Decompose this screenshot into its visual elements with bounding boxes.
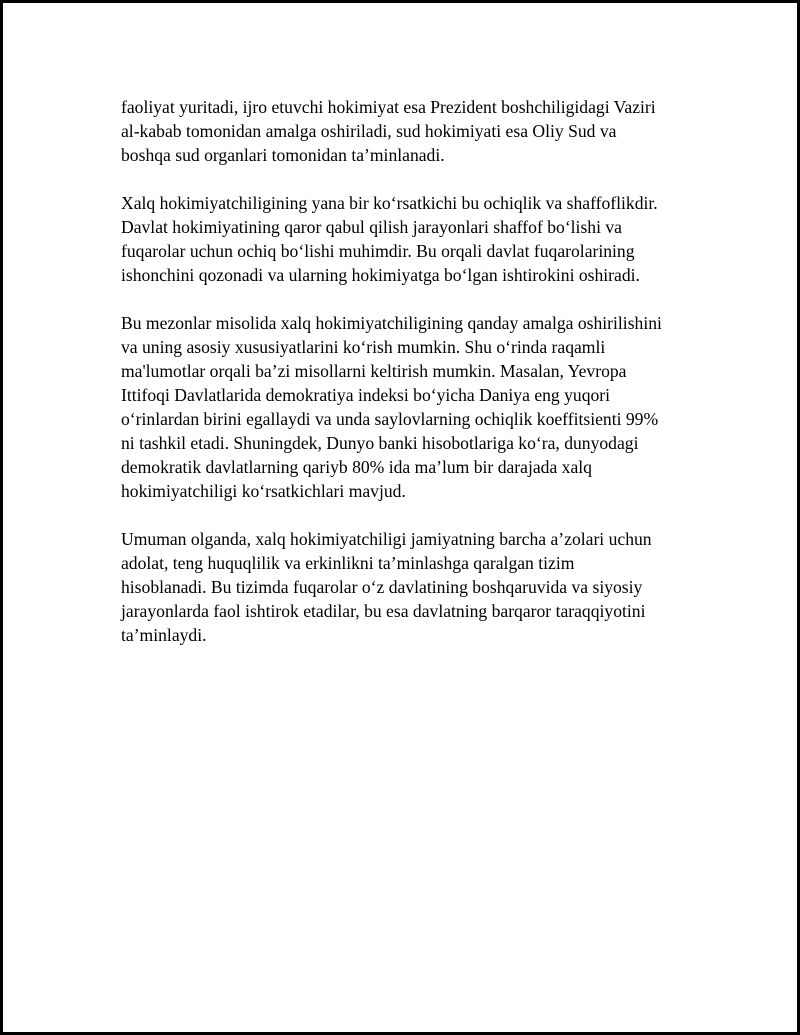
text-line: Umuman olganda, xalq hokimiyatchiligi jamiyatning barcha aʼzolari uchun (121, 529, 652, 549)
paragraph-4 (121, 527, 701, 647)
text-line: hisoblanadi. Bu tizimda fuqarolar oʻz davlatining boshqaruvida va siyosiy (121, 577, 643, 597)
text-line: ma'lumotlar orqali baʼzi misollarni keltirish mumkin. Masalan, Yevropa (121, 361, 627, 381)
text-line: Xalq hokimiyatchiligining yana bir koʻrsatkichi bu ochiqlik va shaffoflikdir. (121, 193, 658, 213)
text-line: hokimiyatchiligi koʻrsatkichlari mavjud. (121, 481, 406, 501)
text-line: va uning asosiy xususiyatlarini koʻrish mumkin. Shu oʻrinda raqamli (121, 337, 606, 357)
text-line: ishonchini qozonadi va ularning hokimiyatga boʻlgan ishtirokini oshiradi. (121, 265, 640, 285)
text-line: oʻrinlardan birini egallaydi va unda saylovlarning ochiqlik koeffitsienti 99% (121, 409, 659, 429)
paragraph-1 (121, 95, 701, 167)
text-line: boshqa sud organlari tomonidan taʼminlanadi. (121, 145, 445, 165)
text-line: Bu mezonlar misolida xalq hokimiyatchiligining qanday amalga oshirilishini (121, 313, 662, 333)
text-line: taʼminlaydi. (121, 625, 207, 645)
document-body (121, 95, 701, 671)
paragraph-3 (121, 311, 701, 503)
text-line: jarayonlarda faol ishtirok etadilar, bu esa davlatning barqaror taraqqiyotini (121, 601, 646, 621)
text-line: al-kabab tomonidan amalga oshiriladi, sud hokimiyati esa Oliy Sud va (121, 121, 617, 141)
text-line: adolat, teng huquqlilik va erkinlikni taʼminlashga qaralgan tizim (121, 553, 575, 573)
paragraph-2 (121, 191, 701, 287)
text-line: fuqarolar uchun ochiq boʻlishi muhimdir. Bu orqali davlat fuqarolarining (121, 241, 635, 261)
text-line: Ittifoqi Davlatlarida demokratiya indeksi boʻyicha Daniya eng yuqori (121, 385, 611, 405)
text-line: Davlat hokimiyatining qaror qabul qilish jarayonlari shaffof boʻlishi va (121, 217, 622, 237)
text-line: faoliyat yuritadi, ijro etuvchi hokimiyat esa Prezident boshchiligidagi Vaziri (121, 97, 656, 117)
text-line: ni tashkil etadi. Shuningdek, Dunyo banki hisobotlariga koʻra, dunyodagi (121, 433, 639, 453)
text-line: demokratik davlatlarning qariyb 80% ida maʼlum bir darajada xalq (121, 457, 592, 477)
